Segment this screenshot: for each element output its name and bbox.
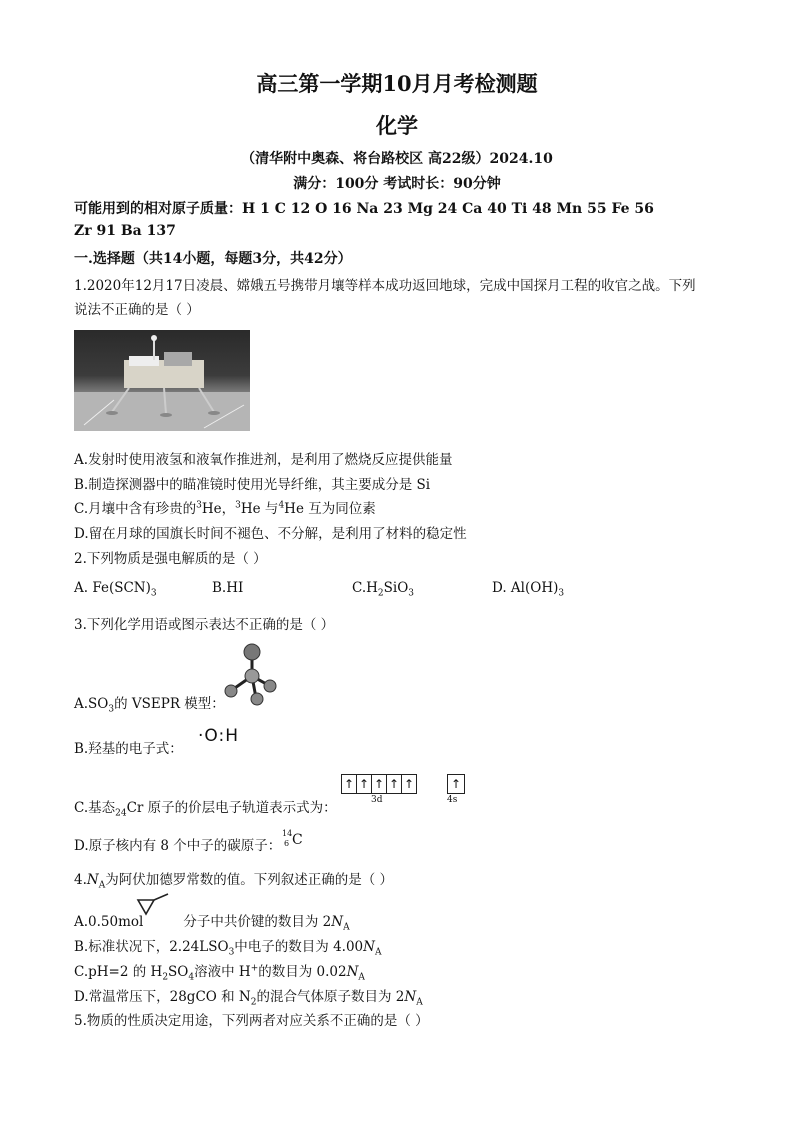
orbital-3d-boxes <box>341 774 417 794</box>
q1-stem-line-2: 说法不正确的是（ ） <box>74 302 200 318</box>
score-time-line: 满分：100分 考试时长：90分钟 <box>293 176 501 192</box>
q4-option-a: A.0.50mol 分子中共价键的数目为 $2N_A$ <box>74 914 350 933</box>
atomic-masses-line-2: Zr 91 Ba 137 <box>74 223 176 239</box>
q5-stem: 5.物质的性质决定用途，下列两者对应关系不正确的是（ ） <box>74 1013 429 1029</box>
atomic-masses-line-1: 可能用到的相对原子质量：H 1 C 12 O 16 Na 23 Mg 24 Ca 40 Ti 48 Mn 55 Fe 56 <box>74 201 654 217</box>
q4-option-d: D.常温常压下，28gCO 和 $N_2$的混合气体原子数目为 $2N_A$ <box>74 989 423 1008</box>
q3-option-b: B.羟基的电子式： <box>74 741 183 757</box>
orbital-box: ↑ <box>342 775 357 793</box>
q1-option-d: D.留在月球的国旗长时间不褪色、不分解，是利用了材料的稳定性 <box>74 526 467 542</box>
orbital-box: ↑ <box>357 775 372 793</box>
orbital-box: ↑ <box>387 775 402 793</box>
section-heading: 一.选择题（共14小题，每题3分，共42分） <box>74 251 352 267</box>
q4-option-c: C.pH=2 的 $H_2SO_4$溶液中 H+的数目为 $0.02N_A$ <box>74 963 365 983</box>
q2-option-c: $C.H_2SiO_3$ <box>352 580 415 599</box>
q2-option-a: A. $Fe(SCN)_3$ <box>74 580 157 599</box>
lunar-lander-photo <box>74 330 250 431</box>
q1-stem-line-1: 1.2020年12月17日凌晨、嫦娥五号携带月壤等样本成功返回地球，完成中国探月工程的收官之战。下列 <box>74 278 696 294</box>
hydroxyl-electron-formula: ·O:H <box>198 726 239 746</box>
cyclopropane-molecule <box>134 892 170 920</box>
q2-stem: 2.下列物质是强电解质的是（ ） <box>74 551 267 567</box>
q3-option-d: D.原子核内有 8 个中子的碳原子： <box>74 838 282 854</box>
q1-option-c: C.月壤中含有珍贵的$^3$He，$^3$He 与$^4$He 互为同位素 <box>74 500 376 517</box>
orbital-box: ↑ <box>450 777 462 791</box>
q4-stem: $4.N_A$为阿伏加德罗常数的值。下列叙述正确的是（ ） <box>74 872 393 891</box>
carbon-14-nuclide: 14 6 C <box>282 829 303 848</box>
q2-option-b: B.HI <box>212 580 244 596</box>
q2-option-d: D. $Al(OH)_3$ <box>492 580 565 599</box>
q1-option-a: A.发射时使用液氢和液氧作推进剂，是利用了燃烧反应提供能量 <box>74 452 453 468</box>
cr-orbital-diagram <box>341 774 465 806</box>
q4-option-b: B.标准状况下，$2.24LSO_3$中电子的数目为 $4.00N_A$ <box>74 939 382 958</box>
orbital-4s-label: 4s <box>447 795 458 805</box>
so3-vsepr-model <box>222 640 278 708</box>
q1-option-b: B.制造探测器中的瞄准镜时使用光导纤维，其主要成分是 Si <box>74 477 431 493</box>
lander-illustration <box>74 330 250 431</box>
school-line: （清华附中奥森、将台路校区 高22级）2024.10 <box>241 151 553 167</box>
orbital-4s-box <box>447 774 465 794</box>
q3-option-a: $A.SO_3$的 VSEPR 模型： <box>74 696 225 715</box>
q3-option-c: C.基态$_{24}$Cr 原子的价层电子轨道表示式为： <box>74 800 337 819</box>
orbital-box: ↑ <box>403 777 415 791</box>
exam-title: 高三第一学期10月月考检测题 <box>256 71 538 96</box>
orbital-3d-label: 3d <box>371 795 383 805</box>
orbital-box: ↑ <box>372 775 387 793</box>
subject-title: 化学 <box>376 113 418 138</box>
q3-stem: 3.下列化学用语或图示表达不正确的是（ ） <box>74 617 335 633</box>
